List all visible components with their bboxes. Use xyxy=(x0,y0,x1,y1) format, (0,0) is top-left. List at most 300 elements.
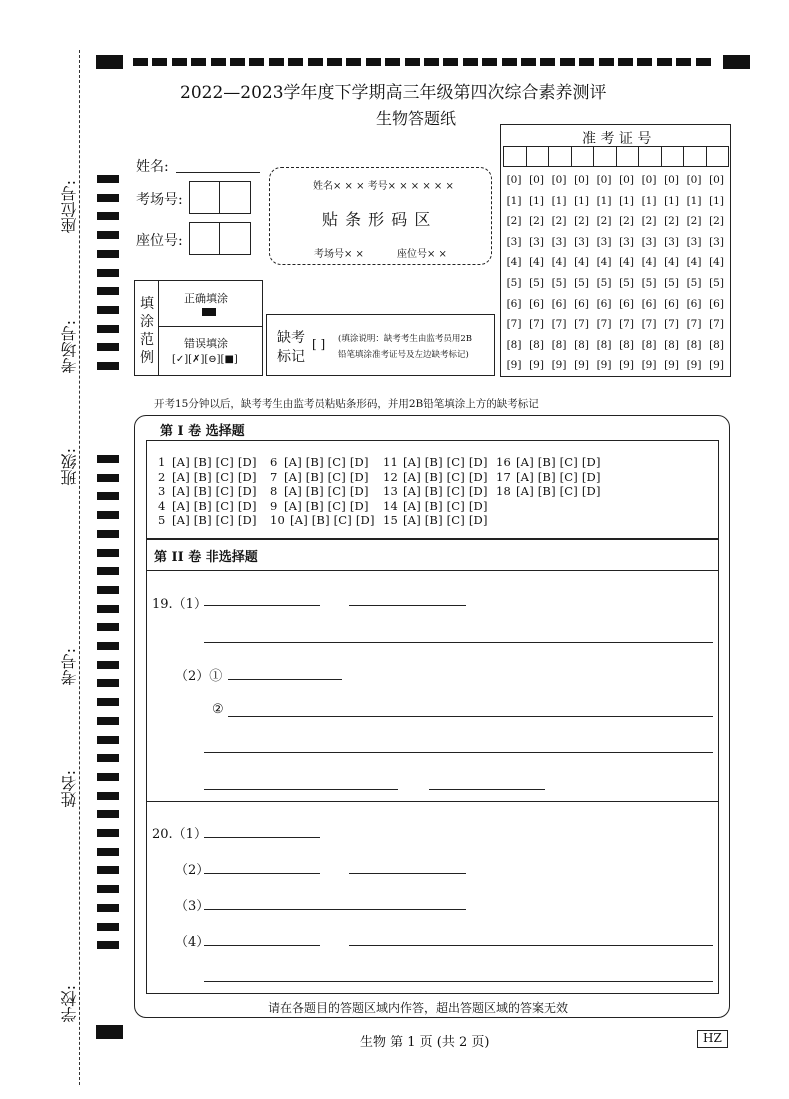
q19-2-label: （2）① xyxy=(175,669,223,684)
ticket-digit-bubble[interactable]: [0] xyxy=(529,174,544,186)
ticket-digit-bubble[interactable]: [7] xyxy=(686,318,702,331)
ticket-digit-bubble[interactable]: [5] xyxy=(551,276,567,289)
ticket-digit-bubble[interactable]: [0] xyxy=(641,174,657,186)
timing-dash xyxy=(249,58,264,66)
ticket-digit-bubble[interactable]: [6] xyxy=(506,297,522,310)
timing-mark xyxy=(97,661,119,669)
timing-mark xyxy=(97,810,119,818)
ticket-digit-bubble[interactable]: [6] xyxy=(574,297,589,310)
timing-mark xyxy=(97,194,119,202)
footer-code: HZ xyxy=(703,1031,722,1045)
timing-mark xyxy=(97,511,119,519)
timing-mark xyxy=(97,904,119,912)
ticket-digit-bubble[interactable]: [7] xyxy=(529,318,544,331)
timing-mark xyxy=(97,642,119,650)
fill-example-divider-h xyxy=(158,326,263,327)
side-label-room: 考场号: xyxy=(60,320,79,374)
q20-4-blank-a[interactable] xyxy=(204,945,320,946)
timing-mark xyxy=(97,586,119,594)
ticket-digit-cell[interactable] xyxy=(503,146,527,167)
ticket-digit-bubble[interactable]: [1] xyxy=(529,194,544,207)
ticket-digit-bubble[interactable]: [8] xyxy=(596,338,612,351)
q20-box xyxy=(146,801,719,994)
ticket-digit-bubble[interactable]: [1] xyxy=(709,194,724,207)
ticket-digit-bubble[interactable]: [2] xyxy=(664,215,679,228)
ticket-digit-bubble[interactable]: [5] xyxy=(574,276,589,289)
q20-1-blank[interactable] xyxy=(204,837,320,838)
ticket-digit-bubble[interactable]: [0] xyxy=(596,174,612,186)
ticket-digit-bubble[interactable]: [0] xyxy=(551,174,567,186)
ticket-digit-bubble[interactable]: [4] xyxy=(641,256,657,269)
q20-3-blank[interactable] xyxy=(204,909,466,910)
choice-question-6[interactable] xyxy=(270,455,369,469)
choice-question-13[interactable] xyxy=(383,484,488,498)
ticket-digit-cell[interactable] xyxy=(526,146,550,167)
choice-options[interactable]: [A] [B] [C] [D] xyxy=(284,455,369,469)
absent-label-2: 标记 xyxy=(277,349,305,365)
timing-dash xyxy=(502,58,517,66)
ticket-digit-bubble[interactable]: [9] xyxy=(709,359,724,372)
correct-fill-label: 正确填涂 xyxy=(184,292,228,305)
choice-question-2[interactable] xyxy=(158,470,257,484)
choice-options[interactable]: [A] [B] [C] [D] xyxy=(516,455,601,469)
timing-dash xyxy=(443,58,458,66)
timing-mark xyxy=(97,923,119,931)
ticket-digit-bubble[interactable]: [7] xyxy=(506,318,522,331)
timing-dash xyxy=(269,58,284,66)
ticket-digit-bubble[interactable]: [4] xyxy=(596,256,612,269)
timing-mark xyxy=(97,231,119,239)
seat-box-2[interactable] xyxy=(219,222,251,255)
ticket-digit-bubble[interactable]: [6] xyxy=(686,297,702,310)
correct-fill-mark xyxy=(202,308,216,316)
choice-options[interactable]: [A] [B] [C] [D] xyxy=(403,455,488,469)
ticket-digit-bubble[interactable]: [9] xyxy=(664,359,679,372)
ticket-digit-bubble[interactable]: [2] xyxy=(529,215,544,228)
ticket-digit-bubble[interactable]: [5] xyxy=(686,276,702,289)
ticket-digit-bubble[interactable]: [3] xyxy=(641,235,657,248)
timing-mark xyxy=(97,287,119,295)
footer-page: 生物 第 1 页 (共 2 页) xyxy=(360,1035,490,1050)
choice-number: 13 xyxy=(383,484,399,499)
choice-number: 4 xyxy=(158,498,166,513)
timing-dash xyxy=(599,58,614,66)
ticket-digit-bubble[interactable]: [6] xyxy=(529,297,544,310)
side-label-name: 姓名: xyxy=(60,770,79,808)
ticket-digit-cell[interactable] xyxy=(593,146,617,167)
ticket-digit-bubble[interactable]: [3] xyxy=(619,235,634,248)
timing-dash xyxy=(327,58,342,66)
timing-dash xyxy=(172,58,187,66)
choice-options[interactable]: [A] [B] [C] [D] xyxy=(172,455,257,469)
q19-2-blank-e[interactable] xyxy=(429,789,545,790)
timing-mark xyxy=(97,885,119,893)
timing-dash xyxy=(579,58,594,66)
choice-options[interactable]: [A] [B] [C] [D] xyxy=(284,498,369,513)
ticket-digit-bubble[interactable]: [6] xyxy=(596,297,612,310)
ticket-digit-bubble[interactable]: [5] xyxy=(506,276,522,289)
choice-options[interactable]: [A] [B] [C] [D] xyxy=(403,484,488,499)
timing-dash xyxy=(540,58,555,66)
ticket-digit-bubble[interactable]: [8] xyxy=(529,338,544,351)
ticket-digit-bubble[interactable]: [1] xyxy=(686,194,702,207)
corner-mark-top-left xyxy=(96,55,123,69)
corner-mark-top-right xyxy=(723,55,750,69)
ticket-digit-bubble[interactable]: [1] xyxy=(619,194,634,207)
ticket-digit-cell[interactable] xyxy=(571,146,595,167)
ticket-digit-bubble[interactable]: [6] xyxy=(551,297,567,310)
ticket-digit-bubble[interactable]: [5] xyxy=(619,276,634,289)
footer-warning: 请在各题目的答题区域内作答，超出答题区域的答案无效 xyxy=(268,1001,569,1015)
ticket-digit-bubble[interactable]: [2] xyxy=(551,215,567,228)
ticket-digit-bubble[interactable]: [6] xyxy=(709,297,724,310)
choice-question-4[interactable] xyxy=(158,499,257,513)
choice-number: 18 xyxy=(496,484,512,499)
choice-options[interactable]: [A] [B] [C] [D] xyxy=(172,484,257,499)
choice-question-11[interactable] xyxy=(383,455,488,469)
seat-label: 座位号: xyxy=(136,233,183,249)
ticket-digit-bubble[interactable]: [2] xyxy=(506,215,522,228)
ticket-digit-bubble[interactable]: [5] xyxy=(529,276,544,289)
timing-mark xyxy=(97,679,119,687)
ticket-digit-bubble[interactable]: [2] xyxy=(596,215,612,228)
choice-number: 6 xyxy=(270,455,278,469)
ticket-digit-bubble[interactable]: [7] xyxy=(551,318,567,331)
ticket-digit-bubble[interactable]: [0] xyxy=(664,174,679,186)
choice-number: 3 xyxy=(158,484,166,499)
q19-2b-label: ② xyxy=(212,702,224,717)
q19-1-blank-b[interactable] xyxy=(349,605,466,606)
q19-1-blank-c[interactable] xyxy=(204,642,713,643)
choice-question-8[interactable] xyxy=(270,484,369,498)
barcode-bottom-left: 考场号× × xyxy=(314,249,364,260)
ticket-digit-bubble[interactable]: [7] xyxy=(619,318,634,331)
choice-number: 7 xyxy=(270,469,278,484)
choice-options[interactable]: [A] [B] [C] [D] xyxy=(516,469,601,484)
timing-mark xyxy=(97,455,119,463)
ticket-digit-cell[interactable] xyxy=(683,146,707,167)
timing-mark xyxy=(97,492,119,500)
choice-options[interactable]: [A] [B] [C] [D] xyxy=(172,513,257,528)
timing-dash xyxy=(346,58,361,66)
timing-dash xyxy=(696,58,711,66)
q20-2-label: （2） xyxy=(175,863,210,878)
ticket-digit-bubble[interactable]: [3] xyxy=(664,235,679,248)
ticket-digit-bubble[interactable]: [1] xyxy=(506,194,522,207)
ticket-digit-bubble[interactable]: [5] xyxy=(664,276,679,289)
ticket-digit-cell[interactable] xyxy=(706,146,730,167)
name-field[interactable] xyxy=(176,172,260,173)
choice-options[interactable]: [A] [B] [C] [D] xyxy=(290,513,375,528)
choice-options[interactable]: [A] [B] [C] [D] xyxy=(516,484,601,499)
choice-question-9[interactable] xyxy=(270,499,369,513)
q20-2-blank-b[interactable] xyxy=(349,873,466,874)
ticket-digit-bubble[interactable]: [4] xyxy=(551,256,567,269)
timing-dash xyxy=(521,58,536,66)
q20-4-label: （4） xyxy=(175,935,210,950)
timing-mark xyxy=(97,325,119,333)
barcode-bottom-right: 座位号× × xyxy=(397,249,447,260)
side-label-school: 学校: xyxy=(60,985,79,1023)
timing-dash xyxy=(211,58,226,66)
q20-3-label: （3） xyxy=(175,899,210,914)
timing-mark xyxy=(97,736,119,744)
ticket-digit-bubble[interactable]: [0] xyxy=(709,174,724,186)
choice-question-7[interactable] xyxy=(270,470,369,484)
choice-number: 5 xyxy=(158,513,166,528)
ticket-digit-bubble[interactable]: [1] xyxy=(574,194,589,207)
ticket-digit-bubble[interactable]: [4] xyxy=(619,256,634,269)
ticket-digit-bubble[interactable]: [8] xyxy=(664,338,679,351)
ticket-digit-bubble[interactable]: [0] xyxy=(686,174,702,186)
absent-checkbox[interactable]: [ ] xyxy=(312,337,326,351)
timing-dash xyxy=(424,58,439,66)
side-label-seat: 座位号: xyxy=(60,180,79,234)
ticket-digit-cell[interactable] xyxy=(661,146,685,167)
ticket-digit-bubble[interactable]: [2] xyxy=(686,215,702,228)
timing-mark xyxy=(97,754,119,762)
choice-number: 11 xyxy=(383,455,399,469)
q19-2-blank-d[interactable] xyxy=(204,789,398,790)
choice-options[interactable]: [A] [B] [C] [D] xyxy=(284,469,369,484)
side-label-class: 班级: xyxy=(60,448,79,486)
fill-side-3: 范 xyxy=(140,332,154,348)
choice-number: 17 xyxy=(496,469,512,484)
ticket-digit-bubble[interactable]: [9] xyxy=(506,359,522,372)
choice-number: 15 xyxy=(383,513,399,528)
notice-text: 开考15分钟以后，缺考考生由监考员粘贴条形码，并用2B铅笔填涂上方的缺考标记 xyxy=(154,398,539,410)
ticket-digit-bubble[interactable]: [2] xyxy=(641,215,657,228)
timing-dash xyxy=(560,58,575,66)
ticket-digit-bubble[interactable]: [0] xyxy=(574,174,589,186)
ticket-digit-bubble[interactable]: [4] xyxy=(506,256,522,269)
ticket-digit-bubble[interactable]: [4] xyxy=(574,256,589,269)
ticket-digit-bubble[interactable]: [5] xyxy=(709,276,724,289)
timing-mark xyxy=(97,773,119,781)
choice-question-3[interactable] xyxy=(158,484,257,498)
timing-mark xyxy=(97,866,119,874)
timing-mark xyxy=(97,698,119,706)
timing-mark xyxy=(97,212,119,220)
choice-question-15[interactable] xyxy=(383,513,488,527)
ticket-digit-cell[interactable] xyxy=(616,146,640,167)
ticket-digit-bubble[interactable]: [6] xyxy=(619,297,634,310)
ticket-digit-bubble[interactable]: [5] xyxy=(596,276,612,289)
timing-dash xyxy=(657,58,672,66)
ticket-digit-bubble[interactable]: [6] xyxy=(664,297,679,310)
ticket-digit-bubble[interactable]: [6] xyxy=(641,297,657,310)
timing-dash xyxy=(405,58,420,66)
choice-question-17[interactable] xyxy=(496,470,601,484)
barcode-top-line: 姓名× × × 考号× × × × × × xyxy=(313,181,454,192)
ticket-digit-bubble[interactable]: [8] xyxy=(574,338,589,351)
timing-dash xyxy=(230,58,245,66)
ticket-digit-bubble[interactable]: [7] xyxy=(641,318,657,331)
ticket-digit-bubble[interactable]: [7] xyxy=(709,318,724,331)
ticket-digit-cell[interactable] xyxy=(548,146,572,167)
choice-question-18[interactable] xyxy=(496,484,601,498)
ticket-digit-cell[interactable] xyxy=(638,146,662,167)
barcode-title: 贴 条 形 码 区 xyxy=(322,210,432,229)
choice-number: 12 xyxy=(383,469,399,484)
room-box-2[interactable] xyxy=(219,181,251,214)
timing-dash xyxy=(191,58,206,66)
ticket-digit-bubble[interactable]: [3] xyxy=(596,235,612,248)
timing-mark xyxy=(97,549,119,557)
choice-number: 8 xyxy=(270,484,278,499)
absent-label-1: 缺考 xyxy=(277,330,305,346)
ticket-digit-bubble[interactable]: [3] xyxy=(686,235,702,248)
ticket-digit-bubble[interactable]: [1] xyxy=(641,194,657,207)
absent-note-2: 铅笔填涂准考证号及左边缺考标记) xyxy=(338,350,469,360)
choice-options[interactable]: [A] [B] [C] [D] xyxy=(403,469,488,484)
ticket-digit-bubble[interactable]: [8] xyxy=(506,338,522,351)
wrong-fill-marks: [✓][✗][⊖][■] xyxy=(172,354,238,365)
choice-number: 14 xyxy=(383,498,399,513)
side-label-exam-no: 考号: xyxy=(60,648,79,686)
ticket-digit-bubble[interactable]: [7] xyxy=(596,318,612,331)
timing-mark xyxy=(97,623,119,631)
ticket-digit-bubble[interactable]: [9] xyxy=(551,359,567,372)
ticket-digit-bubble[interactable]: [5] xyxy=(641,276,657,289)
ticket-digit-bubble[interactable]: [3] xyxy=(551,235,567,248)
timing-mark xyxy=(97,829,119,837)
choice-question-16[interactable] xyxy=(496,455,601,469)
fill-example-divider-v xyxy=(158,280,159,376)
fill-side-2: 涂 xyxy=(140,314,154,330)
choice-question-12[interactable] xyxy=(383,470,488,484)
room-box-1[interactable] xyxy=(189,181,220,214)
choice-options[interactable]: [A] [B] [C] [D] xyxy=(284,484,369,499)
ticket-digit-bubble[interactable]: [9] xyxy=(529,359,544,372)
timing-mark xyxy=(97,605,119,613)
ticket-digit-bubble[interactable]: [2] xyxy=(619,215,634,228)
choice-options[interactable]: [A] [B] [C] [D] xyxy=(172,498,257,513)
timing-dash xyxy=(366,58,381,66)
timing-mark xyxy=(97,941,119,949)
timing-dash xyxy=(385,58,400,66)
ticket-digit-bubble[interactable]: [3] xyxy=(709,235,724,248)
choice-question-5[interactable] xyxy=(158,513,257,527)
ticket-digit-bubble[interactable]: [9] xyxy=(641,359,657,372)
seat-box-1[interactable] xyxy=(189,222,220,255)
ticket-digit-bubble[interactable]: [3] xyxy=(506,235,522,248)
q19-label: 19.（1） xyxy=(152,597,207,612)
q19-1-blank-a[interactable] xyxy=(204,605,320,606)
name-label: 姓名: xyxy=(136,159,169,175)
ticket-digit-bubble[interactable]: [4] xyxy=(529,256,544,269)
timing-mark xyxy=(97,343,119,351)
q20-4-blank-b[interactable] xyxy=(349,945,713,946)
ticket-digit-bubble[interactable]: [1] xyxy=(664,194,679,207)
section2-title: 第 II 卷 非选择题 xyxy=(154,550,258,565)
page-title: 2022—2023学年度下学期高三年级第四次综合素养测评 xyxy=(180,83,607,103)
choice-question-1[interactable] xyxy=(158,455,257,469)
q19-2-blank-c[interactable] xyxy=(204,752,713,753)
ticket-digit-bubble[interactable]: [1] xyxy=(596,194,612,207)
q20-label: 20.（1） xyxy=(152,827,207,842)
ticket-digit-bubble[interactable]: [9] xyxy=(574,359,589,372)
choice-question-14[interactable] xyxy=(383,499,488,513)
choice-question-10[interactable] xyxy=(270,513,375,527)
choice-number: 1 xyxy=(158,455,166,469)
timing-dash xyxy=(618,58,633,66)
timing-mark xyxy=(97,362,119,370)
choice-number: 10 xyxy=(270,513,286,528)
timing-mark xyxy=(97,175,119,183)
timing-dash xyxy=(133,58,148,66)
timing-dash xyxy=(637,58,652,66)
timing-mark xyxy=(97,269,119,277)
choice-options[interactable]: [A] [B] [C] [D] xyxy=(172,469,257,484)
ticket-digit-bubble[interactable]: [4] xyxy=(709,256,724,269)
ticket-digit-bubble[interactable]: [2] xyxy=(709,215,724,228)
ticket-digit-bubble[interactable]: [4] xyxy=(686,256,702,269)
ticket-digit-bubble[interactable]: [7] xyxy=(664,318,679,331)
ticket-digit-bubble[interactable]: [8] xyxy=(641,338,657,351)
timing-mark xyxy=(97,567,119,575)
fill-side-1: 填 xyxy=(140,296,154,312)
choice-number: 16 xyxy=(496,455,512,469)
timing-mark xyxy=(97,717,119,725)
timing-mark xyxy=(97,474,119,482)
room-label: 考场号: xyxy=(136,192,183,208)
ticket-digit-bubble[interactable]: [1] xyxy=(551,194,567,207)
timing-dash xyxy=(676,58,691,66)
ticket-digit-bubble[interactable]: [9] xyxy=(686,359,702,372)
choice-options[interactable]: [A] [B] [C] [D] xyxy=(403,498,488,513)
ticket-digit-bubble[interactable]: [9] xyxy=(596,359,612,372)
timing-dash xyxy=(463,58,478,66)
fill-side-4: 例 xyxy=(140,350,154,366)
ticket-digit-bubble[interactable]: [0] xyxy=(619,174,634,186)
section1-title: 第 I 卷 选择题 xyxy=(160,424,245,439)
ticket-digit-bubble[interactable]: [8] xyxy=(551,338,567,351)
choice-options[interactable]: [A] [B] [C] [D] xyxy=(403,513,488,528)
timing-mark xyxy=(97,530,119,538)
ticket-digit-bubble[interactable]: [7] xyxy=(574,318,589,331)
corner-mark-bottom-left xyxy=(96,1025,123,1039)
ticket-digit-bubble[interactable]: [3] xyxy=(574,235,589,248)
choice-number: 9 xyxy=(270,498,278,513)
ticket-digit-bubble[interactable]: [8] xyxy=(686,338,702,351)
timing-dash xyxy=(482,58,497,66)
page-subtitle: 生物答题纸 xyxy=(376,109,457,128)
ticket-digit-bubble[interactable]: [3] xyxy=(529,235,544,248)
ticket-title: 准 考 证 号 xyxy=(582,131,652,147)
choice-number: 2 xyxy=(158,469,166,484)
timing-dash xyxy=(152,58,167,66)
wrong-fill-label: 错误填涂 xyxy=(184,337,228,350)
timing-dash xyxy=(288,58,303,66)
ticket-digit-bubble[interactable]: [8] xyxy=(619,338,634,351)
ticket-digit-bubble[interactable]: [8] xyxy=(709,338,724,351)
q19-2-blank-b[interactable] xyxy=(228,716,713,717)
q20-4-blank-c[interactable] xyxy=(204,981,713,982)
absent-note-1: (填涂说明：缺考考生由监考员用2B xyxy=(338,334,472,344)
timing-mark xyxy=(97,792,119,800)
ticket-digit-bubble[interactable]: [9] xyxy=(619,359,634,372)
timing-dash xyxy=(308,58,323,66)
q20-2-blank-a[interactable] xyxy=(204,873,320,874)
ticket-digit-bubble[interactable]: [0] xyxy=(506,174,522,186)
q19-2-blank-a[interactable] xyxy=(228,679,342,680)
timing-mark xyxy=(97,250,119,258)
ticket-digit-bubble[interactable]: [4] xyxy=(664,256,679,269)
timing-mark xyxy=(97,848,119,856)
timing-mark xyxy=(97,306,119,314)
ticket-digit-bubble[interactable]: [2] xyxy=(574,215,589,228)
